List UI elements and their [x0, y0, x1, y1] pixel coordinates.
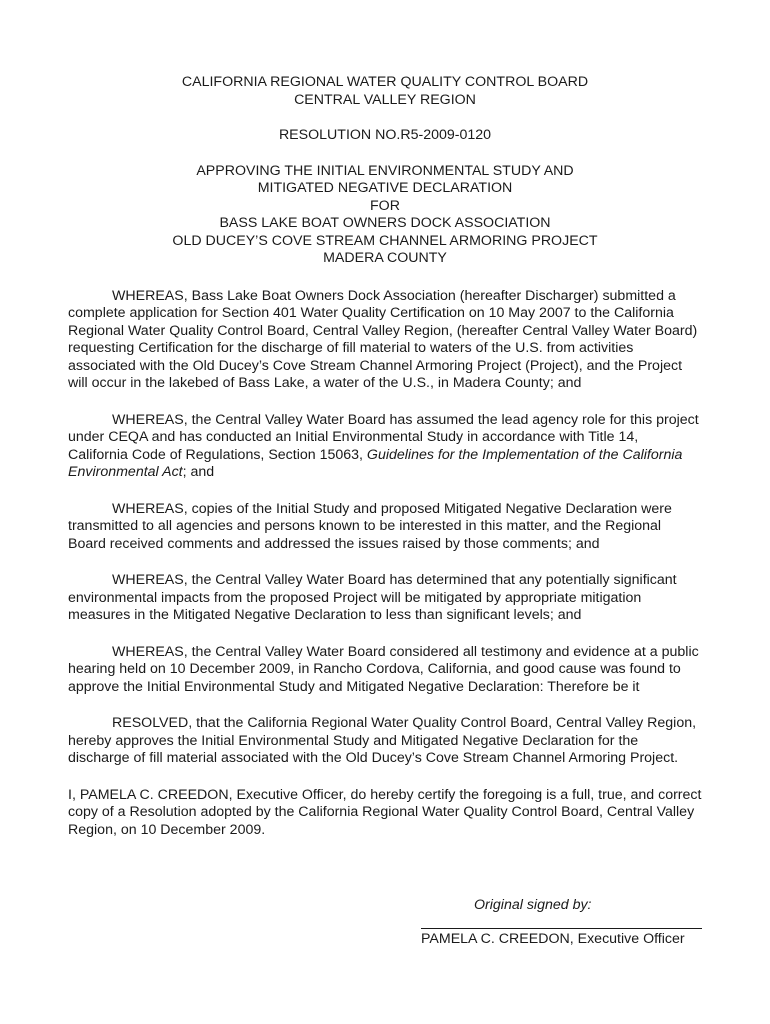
whereas-paragraph-3: WHEREAS, copies of the Initial Study and proposed Mitigated Negative Declaration were transmitted to all agencies and persons known to be interested in this matter, and the Regional Board received comments and addressed the issues raised by those comments; and: [68, 500, 672, 552]
document-header: [68, 74, 702, 145]
certification-paragraph: I, PAMELA C. CREEDON, Executive Officer, do hereby certify the foregoing is a full, true, and correct copy of a Resolution adopted by the California Regional Water Quality Control Board, Central Valley Region, on 10 December 2009.: [68, 786, 702, 838]
region-name: CENTRAL VALLEY REGION: [294, 91, 476, 108]
title-line-5: OLD DUCEY’S COVE STREAM CHANNEL ARMORING PROJECT: [172, 232, 598, 249]
whereas-paragraph-4: WHEREAS, the Central Valley Water Board has determined that any potentially significant environmental impacts from the proposed Project will be mitigated by appropriate mitigation measures in the Mitigated Negative Declaration to less than significant levels; and: [68, 572, 677, 623]
title-line-4: BASS LAKE BOAT OWNERS DOCK ASSOCIATION: [219, 215, 551, 231]
title-line-3: FOR: [370, 197, 400, 214]
guidelines-title: Guidelines for the Implementation of the California Environmental Act: [68, 446, 683, 480]
resolution-number: RESOLUTION NO.R5-2009-0120: [278, 127, 492, 143]
board-name: CALIFORNIA REGIONAL WATER QUALITY CONTROL BOARD: [181, 74, 589, 90]
title-line-1: APPROVING THE INITIAL ENVIRONMENTAL STUDY AND: [196, 162, 574, 179]
whereas-paragraph-2: [68, 412, 702, 482]
whereas-2-text: WHEREAS, the Central Valley Water Board has assumed the lead agency role for this project under CEQA and has conducted an Initial Environmental Study in accordance with Title 14, California Code of Regulations, Section 15063,: [68, 411, 699, 463]
resolved-paragraph: RESOLVED, that the California Regional Water Quality Control Board, Central Valley Region, hereby approves the Initial Environmental Study and Mitigated Negative Declaration for the discharge of fill material associated with the Old Ducey’s Cove Stream Channel Armoring Project.: [68, 715, 697, 766]
title-line-6: MADERA COUNTY: [323, 250, 447, 266]
resolution-title: [68, 163, 702, 268]
whereas-paragraph-5: WHEREAS, the Central Valley Water Board considered all testimony and evidence at a public hearing held on 10 December 2009, in Rancho Cordova, California, and good cause was found to approve the Initial Environmental Study and Mitigated Negative Declaration: Therefore be it: [68, 643, 699, 695]
title-line-2: MITIGATED NEGATIVE DECLARATION: [257, 180, 513, 196]
signature-line: [421, 928, 702, 929]
signatory-name-title: PAMELA C. CREEDON, Executive Officer: [421, 931, 685, 947]
whereas-2-end: ; and: [182, 464, 215, 480]
document-page: [68, 74, 702, 839]
whereas-paragraph-1: WHEREAS, Bass Lake Boat Owners Dock Association (hereafter Discharger) submitted a complete application for Section 401 Water Quality Certification on 10 May 2007 to the California Regional Water Quality Control Board, Central Valley Region, (hereafter Central Valley Water Board) requesting Certification for the discharge of fill material to waters of the U.S. from activities associated with the Old Ducey’s Cove Stream Channel Armoring Project (Project), and the Project will occur in the lakebed of Bass Lake, a water of the U.S., in Madera County; and: [68, 287, 698, 391]
original-signed-note: Original signed by:: [474, 897, 592, 913]
